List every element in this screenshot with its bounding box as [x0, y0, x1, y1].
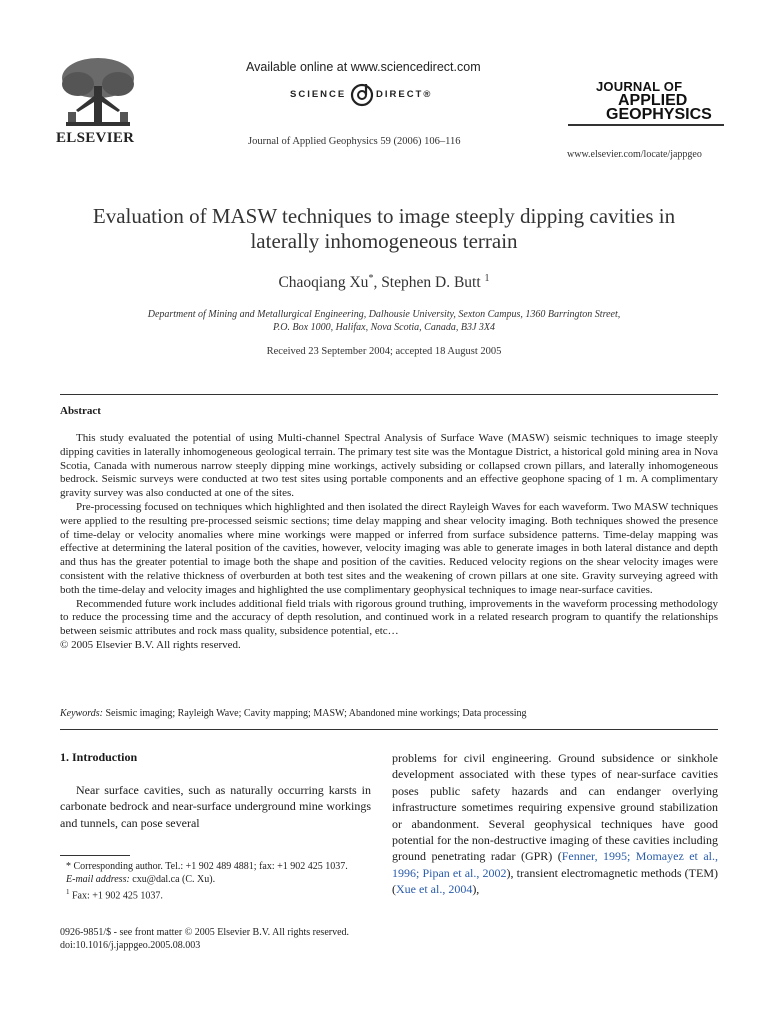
journal-url-link[interactable]: www.elsevier.com/locate/jappgeo — [567, 149, 702, 160]
received-dates: Received 23 September 2004; accepted 18 August 2005 — [266, 346, 502, 357]
journal-citation: Journal of Applied Geophysics 59 (2006) 106–116 — [248, 136, 461, 147]
author-list — [60, 273, 708, 292]
doi-link[interactable]: doi:10.1016/j.jappgeo.2005.08.003 — [60, 940, 201, 951]
body-text: ), transient electromagnetic methods (TEM) ( — [392, 865, 718, 897]
abstract-body — [60, 432, 718, 653]
left-column — [60, 750, 371, 831]
affiliation-line: Department of Mining and Metallurgical Engineering, Dalhousie University, Sexton Campus, 1360 Barrington Street, — [147, 309, 621, 320]
author-name[interactable]: Stephen D. Butt — [381, 274, 481, 292]
journal-logo-line1: JOURNAL OF — [596, 79, 683, 94]
front-matter-line: 0926-9851/$ - see front matter © 2005 Elsevier B.V. All rights reserved. — [60, 927, 350, 938]
author-separator: , — [373, 274, 382, 292]
email-label: E-mail address: — [66, 874, 130, 885]
body-text: ), — [472, 882, 480, 897]
footnote-mark: 1 — [66, 888, 70, 896]
journal-logo-line3: GEOPHYSICS — [606, 106, 712, 123]
sd-at-icon — [350, 80, 374, 108]
corresponding-author-mark[interactable]: * — [368, 273, 374, 284]
journal-logo-rule — [568, 124, 724, 126]
footnote-fax-text: Fax: +1 902 425 1037. — [69, 890, 163, 902]
divider — [60, 729, 718, 730]
copyright-notice: © 2005 Elsevier B.V. All rights reserved. — [60, 638, 241, 651]
journal-logo — [596, 80, 720, 122]
body-paragraph: Near surface cavities, such as naturally occurring karsts in carbonate bedrock and near-surface underground mine workings and tunnels, can pose several — [60, 783, 371, 830]
sd-logo-left-text: SCIENCE — [290, 89, 347, 100]
author-name[interactable]: Chaoqiang Xu — [278, 274, 369, 292]
sciencedirect-logo[interactable] — [290, 80, 450, 112]
abstract-paragraph: This study evaluated the potential of using Multi-channel Spectral Analysis of Surface Wave (MASW) seismic techniques to image steeply dipping cavities in laterally inhomogeneous geological terrain. The primary test site was the Montague District, a historical gold mining area in Nova Scotia, Canada with numerous narrow steeply dipping mine workings, actively subsiding or collapsed crown pillars, and laterally inhomogeneous bedrock. Seismic surveys were conducted at two test sites using portable components and an effective geophone spacing of 1 m. A complimentary gravity survey was also conducted at one of the sites. — [60, 432, 718, 500]
author-footnote-mark[interactable]: 1 — [484, 273, 490, 284]
footnote-fax — [60, 886, 371, 902]
abstract-heading: Abstract — [60, 405, 101, 417]
keywords — [60, 708, 718, 719]
section-heading: 1. Introduction — [60, 750, 138, 764]
divider — [60, 394, 718, 395]
footnote-divider — [60, 855, 130, 856]
sd-logo-right-text: DIRECT® — [376, 89, 433, 100]
publisher-name: ELSEVIER — [56, 130, 135, 146]
abstract-paragraph: Pre-processing focused on techniques which highlighted and then isolated the direct Rayleigh Waves for each waveform. Two MASW techniques were applied to the resulting pre-processed seismic sections; time delay mapping and shear velocity imaging. Both techniques showed the presence of time-delay or velocity anomalies where mine workings were mapped or inferred from surface subsidence patterns. Time-delay mapping was effective at determining the lateral position of the cavities, however, velocity imaging was able to generate images in both lateral distance and depth and thus has the greater potential to image both the shape and position of the cavities. Reduced velocity regions on the shear velocity images were consistent with the relative thickness of overburden at both test sites and the weakening of crown pillars at one site. Gravity surveying agreed with both the time-delay and velocity images and highlighted the use complimentary geophysical techniques to image near-surface cavities. — [60, 500, 718, 596]
article-title: Evaluation of MASW techniques to image steeply dipping cavities in laterally inhomogeneous terrain — [92, 204, 676, 253]
email-link[interactable]: cxu@dal.ca (C. Xu). — [129, 874, 216, 885]
affiliation-line: P.O. Box 1000, Halifax, Nova Scotia, Canada, B3J 3X4 — [272, 322, 495, 333]
body-text: problems for civil engineering. Ground subsidence or sinkhole development associated with these types of near-surface cavities poses public safety hazards and can endanger overlying infrastructure sometimes requiring expensive ground stabilization or abandonment. Several geophysical techniques have good potential for the non-destructive imaging of these cavities including ground penetrating radar (GPR) ( — [392, 751, 718, 864]
available-online-text[interactable]: Available online at www.sciencedirect.com — [246, 60, 481, 74]
keywords-label: Keywords: — [60, 708, 103, 719]
citation-link[interactable]: Xue et al., 2004 — [396, 882, 473, 897]
author-affiliation — [100, 308, 668, 334]
abstract-paragraph: Recommended future work includes additional field trials with rigorous ground truthing, improvements in the waveform processing methodology to reduce the processing time and the accuracy of depth resolution, and continued work in a related research program to quantify the relationships between seismic attributes and rock mass quality, subsidence potential, etc… — [60, 597, 718, 638]
footnote-corresponding: * Corresponding author. Tel.: +1 902 489 4881; fax: +1 902 425 1037. — [66, 861, 348, 872]
right-column — [392, 750, 718, 898]
journal-logo-line2: APPLIED — [618, 92, 688, 109]
citation-link[interactable]: Fenner, 1995; Momayez et al., 1996; Pipan et al., 2002 — [392, 849, 718, 880]
journal-header — [0, 50, 768, 170]
footnotes — [60, 860, 371, 902]
front-matter — [60, 926, 400, 952]
keywords-list: Seismic imaging; Rayleigh Wave; Cavity mapping; MASW; Abandoned mine workings; Data processing — [102, 708, 527, 719]
footnote-email — [60, 873, 371, 886]
